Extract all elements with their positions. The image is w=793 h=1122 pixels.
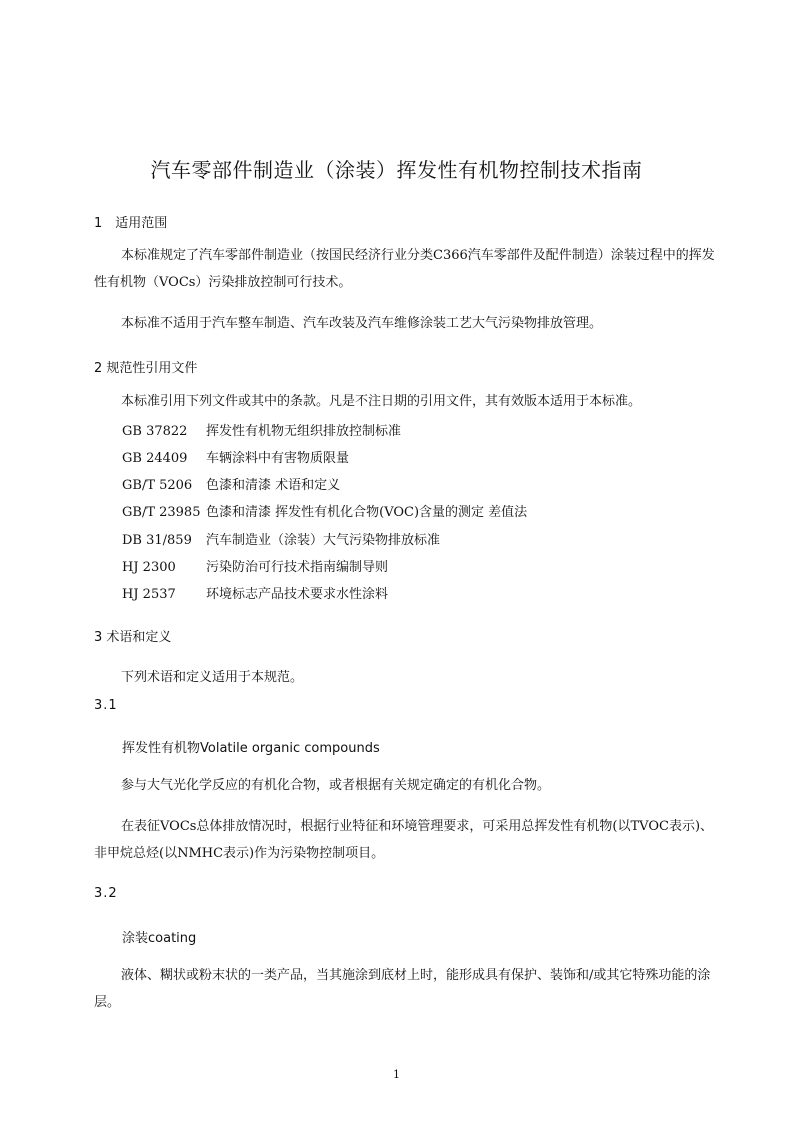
reference-code: GB/T 23985: [122, 505, 201, 520]
reference-code: DB 31/859: [122, 533, 192, 548]
term-definition: 参与大气光化学反应的有机化合物，或者根据有关规定确定的有机化合物。: [121, 778, 551, 793]
reference-item: [122, 583, 388, 602]
reference-code: GB 37822: [122, 424, 188, 439]
term-title: 挥发性有机物Volatile organic compounds: [122, 741, 380, 756]
reference-code: HJ 2537: [122, 587, 176, 602]
section-1-paragraph-2: 本标准不适用于汽车整车制造、汽车改装及汽车维修涂装工艺大气污染物排放管理。: [121, 316, 603, 331]
section-3-intro: 下列术语和定义适用于本规范。: [121, 670, 304, 685]
reference-title: 车辆涂料中有害物质限量: [206, 451, 350, 466]
reference-item: [122, 529, 440, 548]
term-number: 3.2: [94, 886, 118, 901]
section-2-intro: 本标准引用下列文件或其中的条款。凡是不注日期的引用文件，其有效版本适用于本标准。: [121, 394, 642, 409]
term-note: 在表征VOCs总体排放情况时，根据行业特征和环境管理要求，可采用总挥发性有机物(以TVOC表示)、非甲烷总烃(以NMHC表示)作为污染物控制项目。: [94, 819, 714, 861]
reference-title: 汽车制造业（涂装）大气污染物排放标准: [206, 533, 441, 548]
page-number: 1: [393, 1068, 400, 1081]
reference-code: GB 24409: [122, 451, 188, 466]
reference-title: 环境标志产品技术要求水性涂料: [206, 587, 389, 602]
reference-item: [122, 474, 340, 493]
reference-title: 色漆和清漆 术语和定义: [206, 478, 341, 493]
page-title: 汽车零部件制造业（涂装）挥发性有机物控制技术指南: [150, 158, 643, 182]
reference-code: HJ 2300: [122, 560, 176, 575]
reference-title: 污染防治可行技术指南编制导则: [206, 560, 389, 575]
reference-title: 挥发性有机物无组织排放控制标准: [206, 424, 402, 439]
term-definition: 液体、糊状或粉末状的一类产品，当其施涂到底材上时，能形成具有保护、装饰和/或其它特殊功能的涂层。: [94, 968, 711, 1010]
reference-code: GB/T 5206: [122, 478, 193, 493]
section-3-heading: 3 术语和定义: [94, 630, 172, 645]
section-1-heading: 1 适用范围: [94, 216, 168, 231]
term-number: 3.1: [94, 698, 118, 713]
reference-item: [122, 501, 527, 520]
reference-item: [122, 447, 349, 466]
reference-item: [122, 420, 401, 439]
section-2-heading: 2 规范性引用文件: [94, 361, 198, 376]
term-title: 涂装coating: [122, 931, 197, 946]
reference-item: [122, 556, 388, 575]
reference-title: 色漆和清漆 挥发性有机化合物(VOC)含量的测定 差值法: [206, 505, 528, 520]
section-1-paragraph-1: 本标准规定了汽车零部件制造业（按国民经济行业分类C366汽车零部件及配件制造）涂装过程中的挥发性有机物（VOCs）污染排放控制可行技术。: [94, 248, 715, 290]
